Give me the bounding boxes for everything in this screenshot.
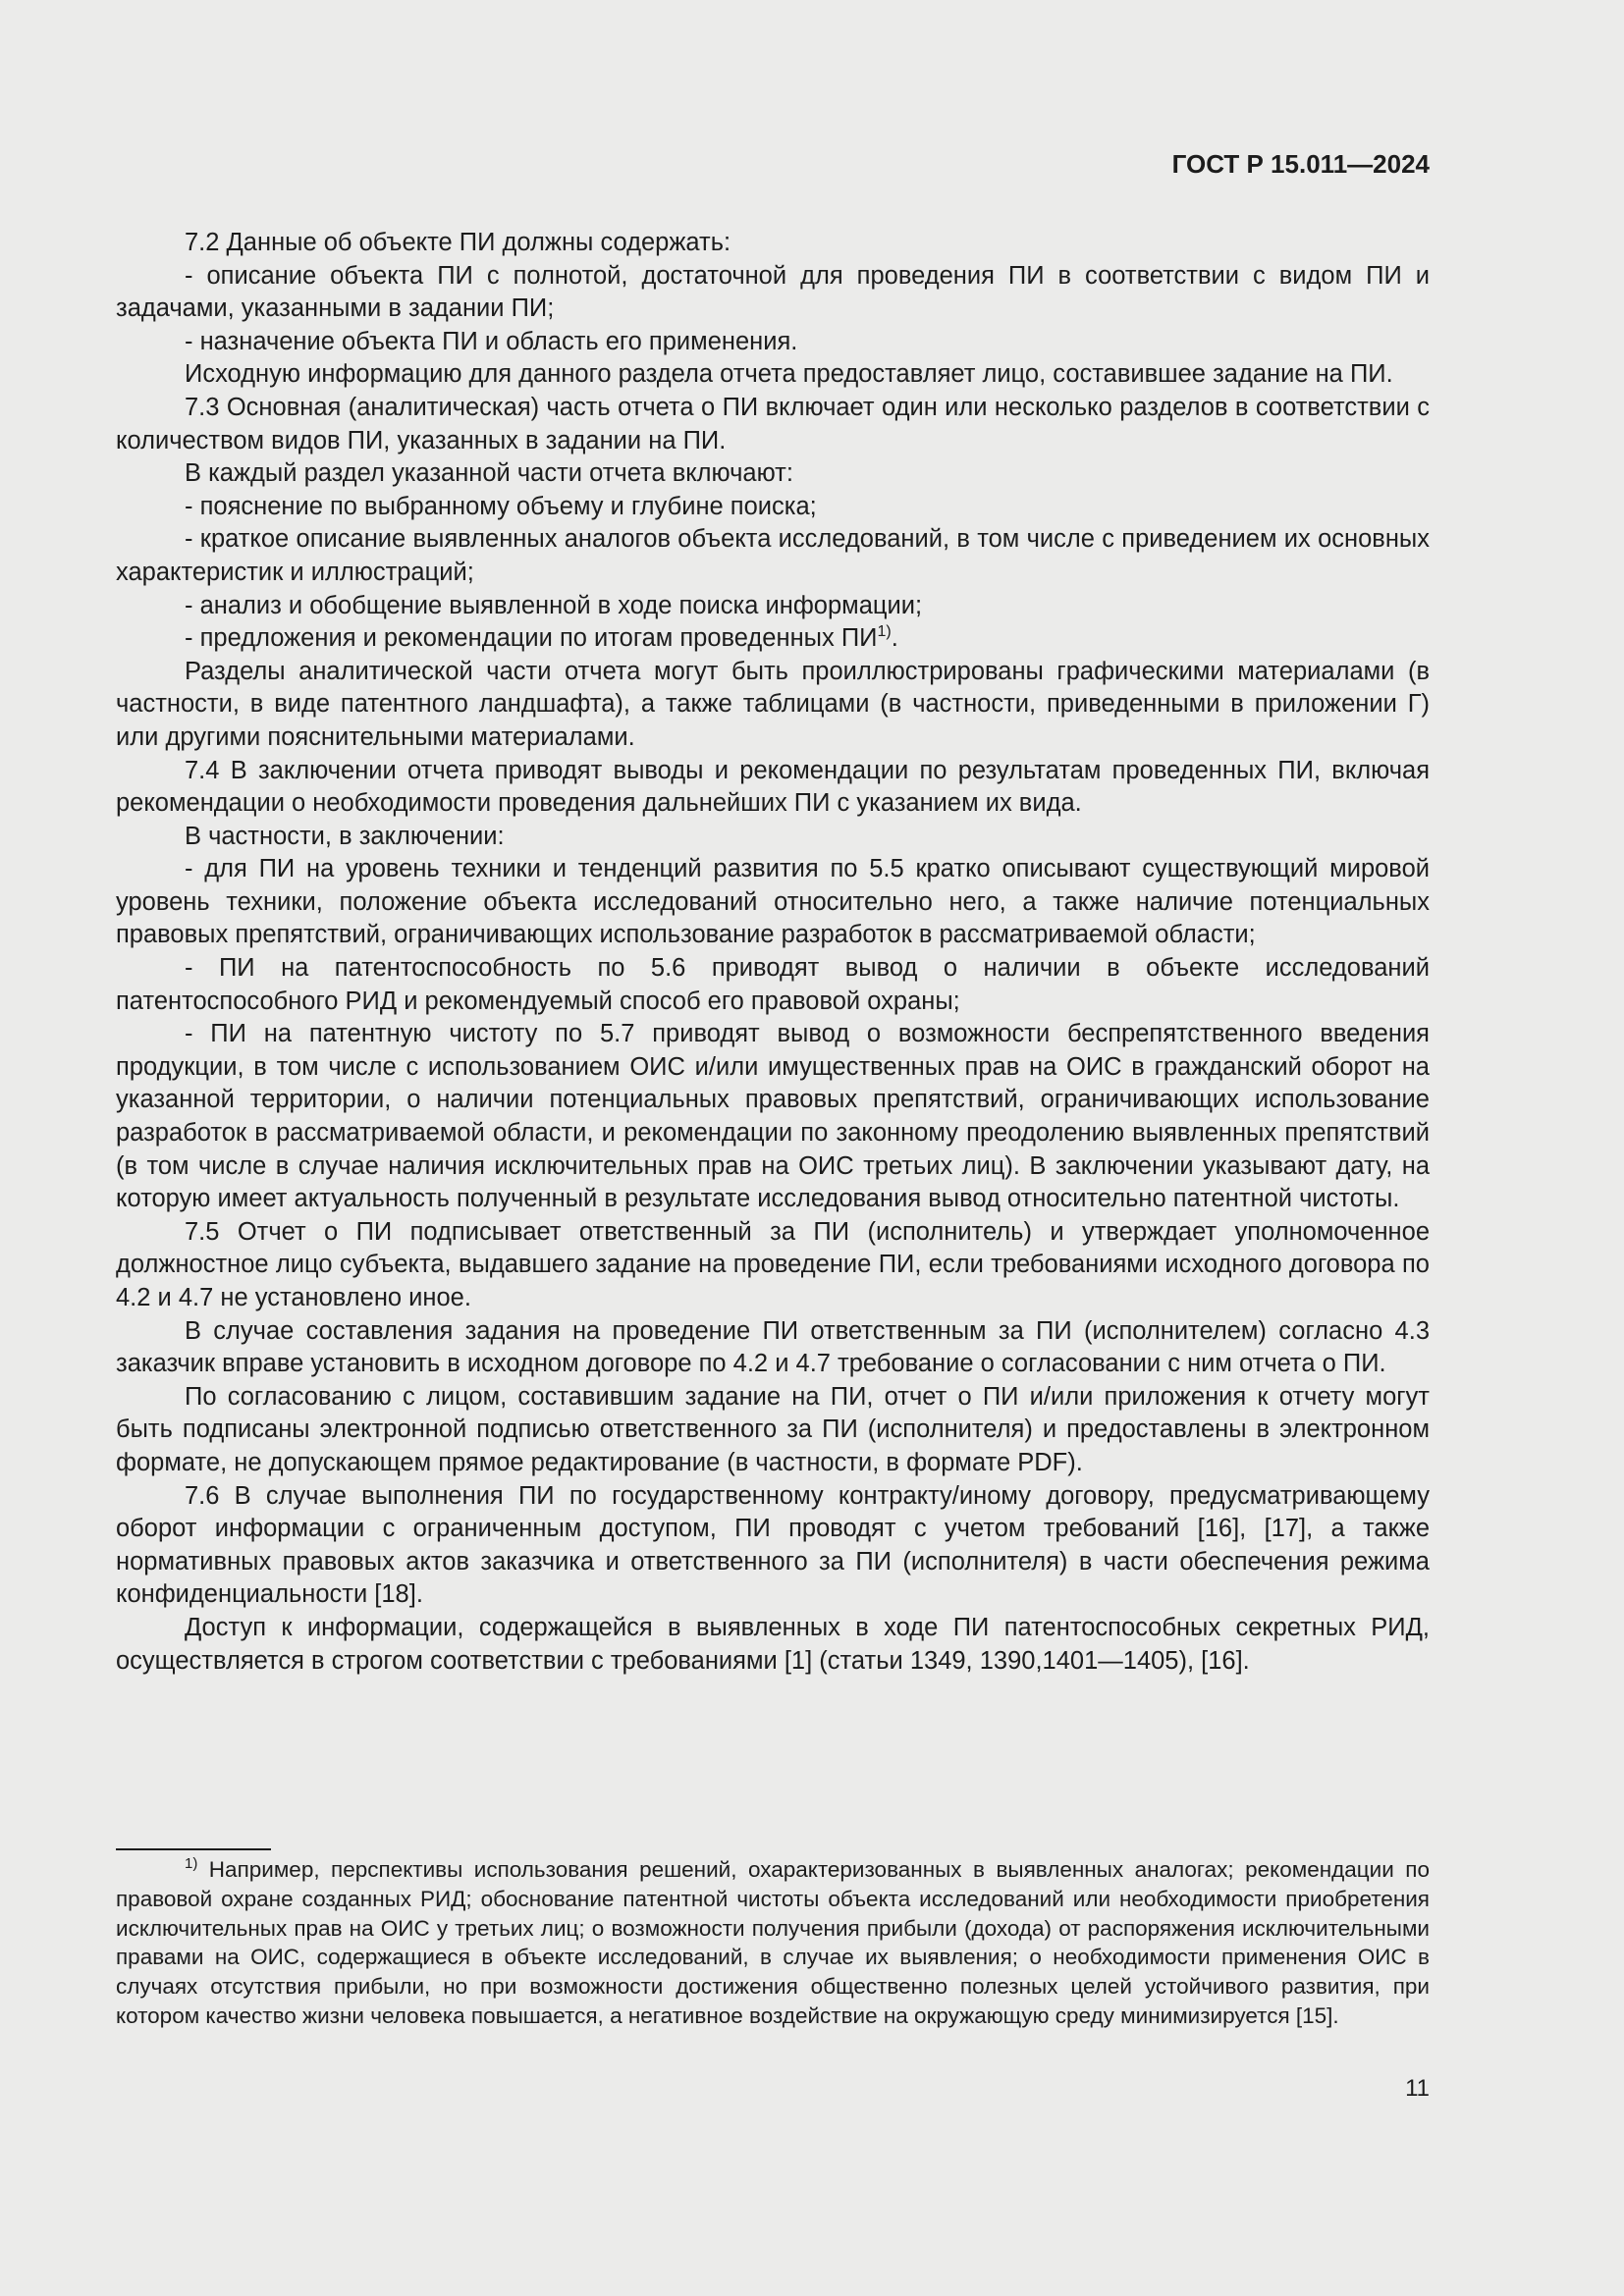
paragraph: В каждый раздел указанной части отчета включают: xyxy=(185,459,793,488)
list-item-with-footnote xyxy=(116,622,1430,656)
document-code: ГОСТ Р 15.011—2024 xyxy=(1171,149,1430,179)
paragraph: В частности, в заключении: xyxy=(185,822,505,850)
list-item-text: - предложения и рекомендации по итогам проведенных ПИ xyxy=(185,624,878,653)
footnote-text xyxy=(116,1855,1430,2031)
list-item: - описание объекта ПИ с полнотой, достаточной для проведения ПИ в соответствии с видом ПИ и задачами, указанными в задании ПИ; xyxy=(116,261,1430,323)
list-item: - для ПИ на уровень техники и тенденций развития по 5.5 кратко описывают существующий мировой уровень техники, положение объекта исследований относительно него, а также наличие потенциальных правовых препятствий, ограничивающих использование разработок в рассматриваемой области; xyxy=(116,855,1430,949)
paragraph: Разделы аналитической части отчета могут быть проиллюстрированы графическими материалами (в частности, в виде патентного ландшафта), а также таблицами (в частности, приведенными в приложении Г) или другими пояснительными материалами. xyxy=(116,657,1430,751)
footnote-reference[interactable]: 1) xyxy=(877,623,892,641)
paragraph-7-5: 7.5 Отчет о ПИ подписывает ответственный за ПИ (исполнитель) и утверждает уполномоченное должностное лицо субъекта, выдавшего задание на проведение ПИ, если требованиями исходного договора по 4.2 и 4.7 не установлено иное. xyxy=(116,1217,1430,1311)
list-item-end: . xyxy=(891,624,898,653)
footnote xyxy=(116,1855,1430,2031)
paragraph-7-3: 7.3 Основная (аналитическая) часть отчета о ПИ включает один или несколько разделов в соответствии с количеством видов ПИ, указанных в задании на ПИ. xyxy=(116,393,1430,454)
list-item: - анализ и обобщение выявленной в ходе поиска информации; xyxy=(185,591,923,619)
paragraph-7-6: 7.6 В случае выполнения ПИ по государственному контракту/иному договору, предусматривающему оборот информации с ограниченным доступом, ПИ проводят с учетом требований [16], [17], а также нормативных правовых актов заказчика и ответственного за ПИ (исполнителя) в части обеспечения режима конфиденциальности [18]. xyxy=(116,1481,1430,1609)
footnote-separator xyxy=(116,1848,271,1850)
paragraph-7-2: 7.2 Данные об объекте ПИ должны содержать: xyxy=(185,229,731,256)
paragraph: По согласованию с лицом, составившим задание на ПИ, отчет о ПИ и/или приложения к отчету могут быть подписаны электронной подписью ответственного за ПИ (исполнителя) и предоставлены в электронном формате, не допускающем прямое редактирование (в частности, в формате PDF). xyxy=(116,1382,1430,1476)
list-item: - краткое описание выявленных аналогов объекта исследований, в том числе с приведением их основных характеристик и иллюстраций; xyxy=(116,525,1430,586)
footnote-marker: 1) xyxy=(185,1855,198,1872)
footnote-body: Например, перспективы использования решений, охарактеризованных в выявленных аналогах; рекомендации по правовой охране созданных РИД; обоснование патентной чистоты объекта исследований или необходимости приобретения исключительных прав на ОИС у третьих лиц; о возможности получения прибыли (дохода) от распоряжения исключительными правами на ОИС, содержащиеся в объекте исследований, в случае их выявления; о необходимости применения ОИС в случаях отсутствия прибыли, но при возможности достижения общественно полезных целей устойчивого развития, при котором качество жизни человека повышается, а негативное воздействие на окружающую среду минимизируется [15]. xyxy=(116,1857,1430,2028)
paragraph: Доступ к информации, содержащейся в выявленных в ходе ПИ патентоспособных секретных РИД, осуществляется в строгом соответствии с требованиями [1] (статьи 1349, 1390,1401—1405), [16]. xyxy=(116,1613,1430,1675)
document-body xyxy=(116,227,1430,1678)
page-number: 11 xyxy=(1405,2075,1430,2102)
list-item: - назначение объекта ПИ и область его применения. xyxy=(185,327,798,355)
list-item: - ПИ на патентную чистоту по 5.7 приводят вывод о возможности беспрепятственного введения продукции, в том числе с использованием ОИС и/или имущественных прав на ОИС в гражданский оборот на указанной территории, о наличии потенциальных правовых препятствий, ограничивающих использование разработок в рассматриваемой области, и рекомендации по законному преодолению выявленных препятствий (в том числе в случае наличия исключительных прав на ОИС третьих лиц). В заключении указывают дату, на которую имеет актуальность полученный в результате исследования вывод относительно патентной чистоты. xyxy=(116,1020,1430,1213)
paragraph: Исходную информацию для данного раздела отчета предоставляет лицо, составившее задание на ПИ. xyxy=(185,360,1393,389)
list-item: - пояснение по выбранному объему и глубине поиска; xyxy=(185,492,817,520)
paragraph: В случае составления задания на проведение ПИ ответственным за ПИ (исполнителем) согласно 4.3 заказчик вправе установить в исходном договоре по 4.2 и 4.7 требование о согласовании с ним отчета о ПИ. xyxy=(116,1316,1430,1378)
paragraph-7-4: 7.4 В заключении отчета приводят выводы и рекомендации по результатам проведенных ПИ, включая рекомендации о необходимости проведения дальнейших ПИ с указанием их вида. xyxy=(116,756,1430,818)
list-item: - ПИ на патентоспособность по 5.6 приводят вывод о наличии в объекте исследований патентоспособного РИД и рекомендуемый способ его правовой охраны; xyxy=(116,954,1430,1015)
